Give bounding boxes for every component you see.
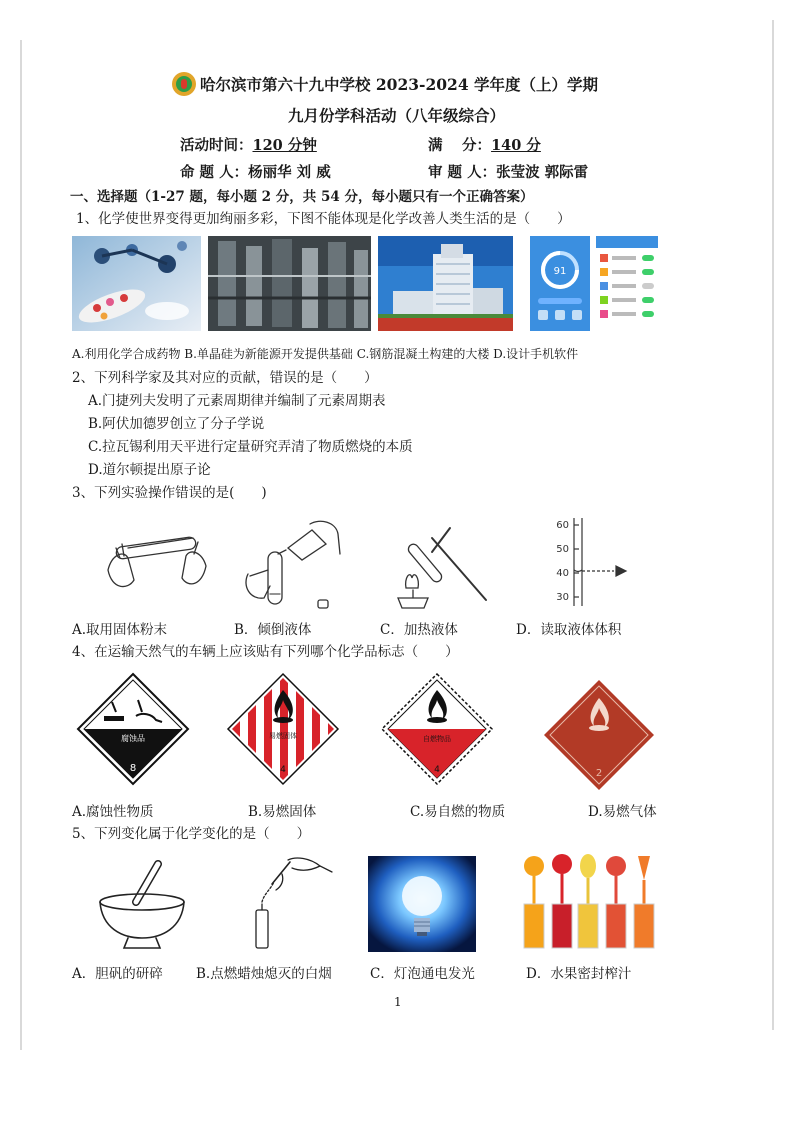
q4-sign-corrosive: [76, 672, 190, 786]
flammable-solid-sign-label: 易燃固体: [269, 732, 297, 740]
flammable-gas-sign-number: 2: [595, 768, 603, 779]
q1-image-silicon: [208, 236, 371, 331]
q1-options: A.利用化学合成药物 B.单晶硅为新能源开发提供基础 C.钢筋混凝土构建的大楼 D.设计手机软件: [72, 347, 579, 361]
q2-stem: 2、下列科学家及其对应的贡献，错误的是（ ）: [72, 370, 378, 386]
cylinder-tick-60: 60: [556, 520, 569, 531]
q5-image-lightbulb: [368, 856, 476, 952]
full-score: [428, 134, 541, 155]
time-label: 活动时间：: [180, 137, 253, 154]
flammable-solid-sign-number: 4: [280, 765, 286, 775]
q5-image-candle: [240, 854, 336, 952]
q3-option-d: D．读取液体体积: [516, 622, 622, 638]
q5-stem: 5、下列变化属于化学变化的是（ ）: [72, 826, 311, 842]
q3-stem: 3、下列实验操作错误的是( ): [72, 485, 267, 501]
q4-sign-flammable-gas: [544, 680, 654, 790]
q1-stem: 1、化学使世界变得更加绚丽多彩，下图不能体现是化学改善人类生活的是（ ）: [76, 211, 571, 227]
author-line: 命 题 人：杨丽华 刘 威: [180, 164, 331, 181]
q3-option-b: B．倾倒液体: [234, 622, 312, 638]
activity-time: [180, 134, 317, 155]
q3-option-a: A.取用固体粉末: [72, 622, 168, 638]
corrosive-sign-label: 腐蚀品: [121, 734, 145, 743]
spontaneous-sign-number: 4: [434, 765, 440, 775]
q4-option-c: C.易自燃的物质: [410, 804, 506, 820]
section-title: 一、选择题（1-27 题，每小题 2 分，共 54 分，每小题只有一个正确答案）: [70, 189, 534, 205]
q2-option-c: C.拉瓦锡利用天平进行定量研究弄清了物质燃烧的本质: [88, 439, 413, 455]
q5-image-juice: [520, 852, 658, 952]
spontaneous-sign-label: 自燃物品: [423, 735, 451, 743]
corrosive-sign-number: 8: [129, 763, 137, 774]
q5-option-b: B.点燃蜡烛熄灭的白烟: [196, 966, 332, 982]
time-value: 120 分钟: [252, 137, 317, 154]
q2-option-b: B.阿伏加德罗创立了分子学说: [88, 416, 265, 432]
q5-option-d: D．水果密封榨汁: [526, 966, 632, 982]
q4-sign-spontaneous-combustion: [380, 672, 494, 786]
q3-image-pour-liquid: [240, 514, 344, 614]
q3-image-read-volume: [536, 516, 640, 608]
title-line-1-text: 哈尔滨市第六十九中学校 2023-2024 学年度（上）学期: [200, 75, 599, 94]
cylinder-tick-50: 50: [556, 544, 569, 555]
left-border-shadow: [20, 40, 22, 1050]
q4-stem: 4、在运输天然气的车辆上应该贴有下列哪个化学品标志（ ）: [72, 644, 459, 660]
q2-option-a: A.门捷列夫发明了元素周期律并编制了元素周期表: [88, 393, 386, 409]
q4-option-a: A.腐蚀性物质: [72, 804, 154, 820]
q4-option-d: D.易燃气体: [588, 804, 657, 820]
q1-image-medicine: [72, 236, 201, 331]
q5-option-c: C．灯泡通电发光: [370, 966, 475, 982]
q1-image-building: [378, 236, 513, 331]
q5-image-mortar: [92, 858, 194, 952]
q3-option-c: C．加热液体: [380, 622, 458, 638]
q5-option-a: A．胆矾的研碎: [72, 966, 163, 982]
page-number: 1: [394, 995, 402, 1009]
reviewer-line: 审 题 人：张莹波 郭际雷: [428, 164, 589, 181]
q3-image-powder: [98, 520, 216, 600]
phone-score-text: 91: [553, 266, 567, 277]
title-line-2: 九月份学科活动（八年级综合）: [288, 106, 506, 125]
cylinder-tick-40: 40: [556, 568, 569, 579]
right-border-shadow: [772, 20, 774, 1030]
score-value: 140 分: [491, 137, 541, 154]
q3-image-heat-liquid: [384, 518, 492, 614]
cylinder-tick-30: 30: [556, 592, 569, 603]
q1-image-phone-app: [530, 236, 658, 331]
school-logo-icon: [172, 72, 196, 96]
title-line-1: [172, 72, 598, 96]
score-label: 满 分：: [428, 137, 492, 154]
q4-sign-flammable-solid: [226, 672, 340, 786]
q2-option-d: D.道尔顿提出原子论: [88, 462, 211, 478]
q4-option-b: B.易燃固体: [248, 804, 317, 820]
